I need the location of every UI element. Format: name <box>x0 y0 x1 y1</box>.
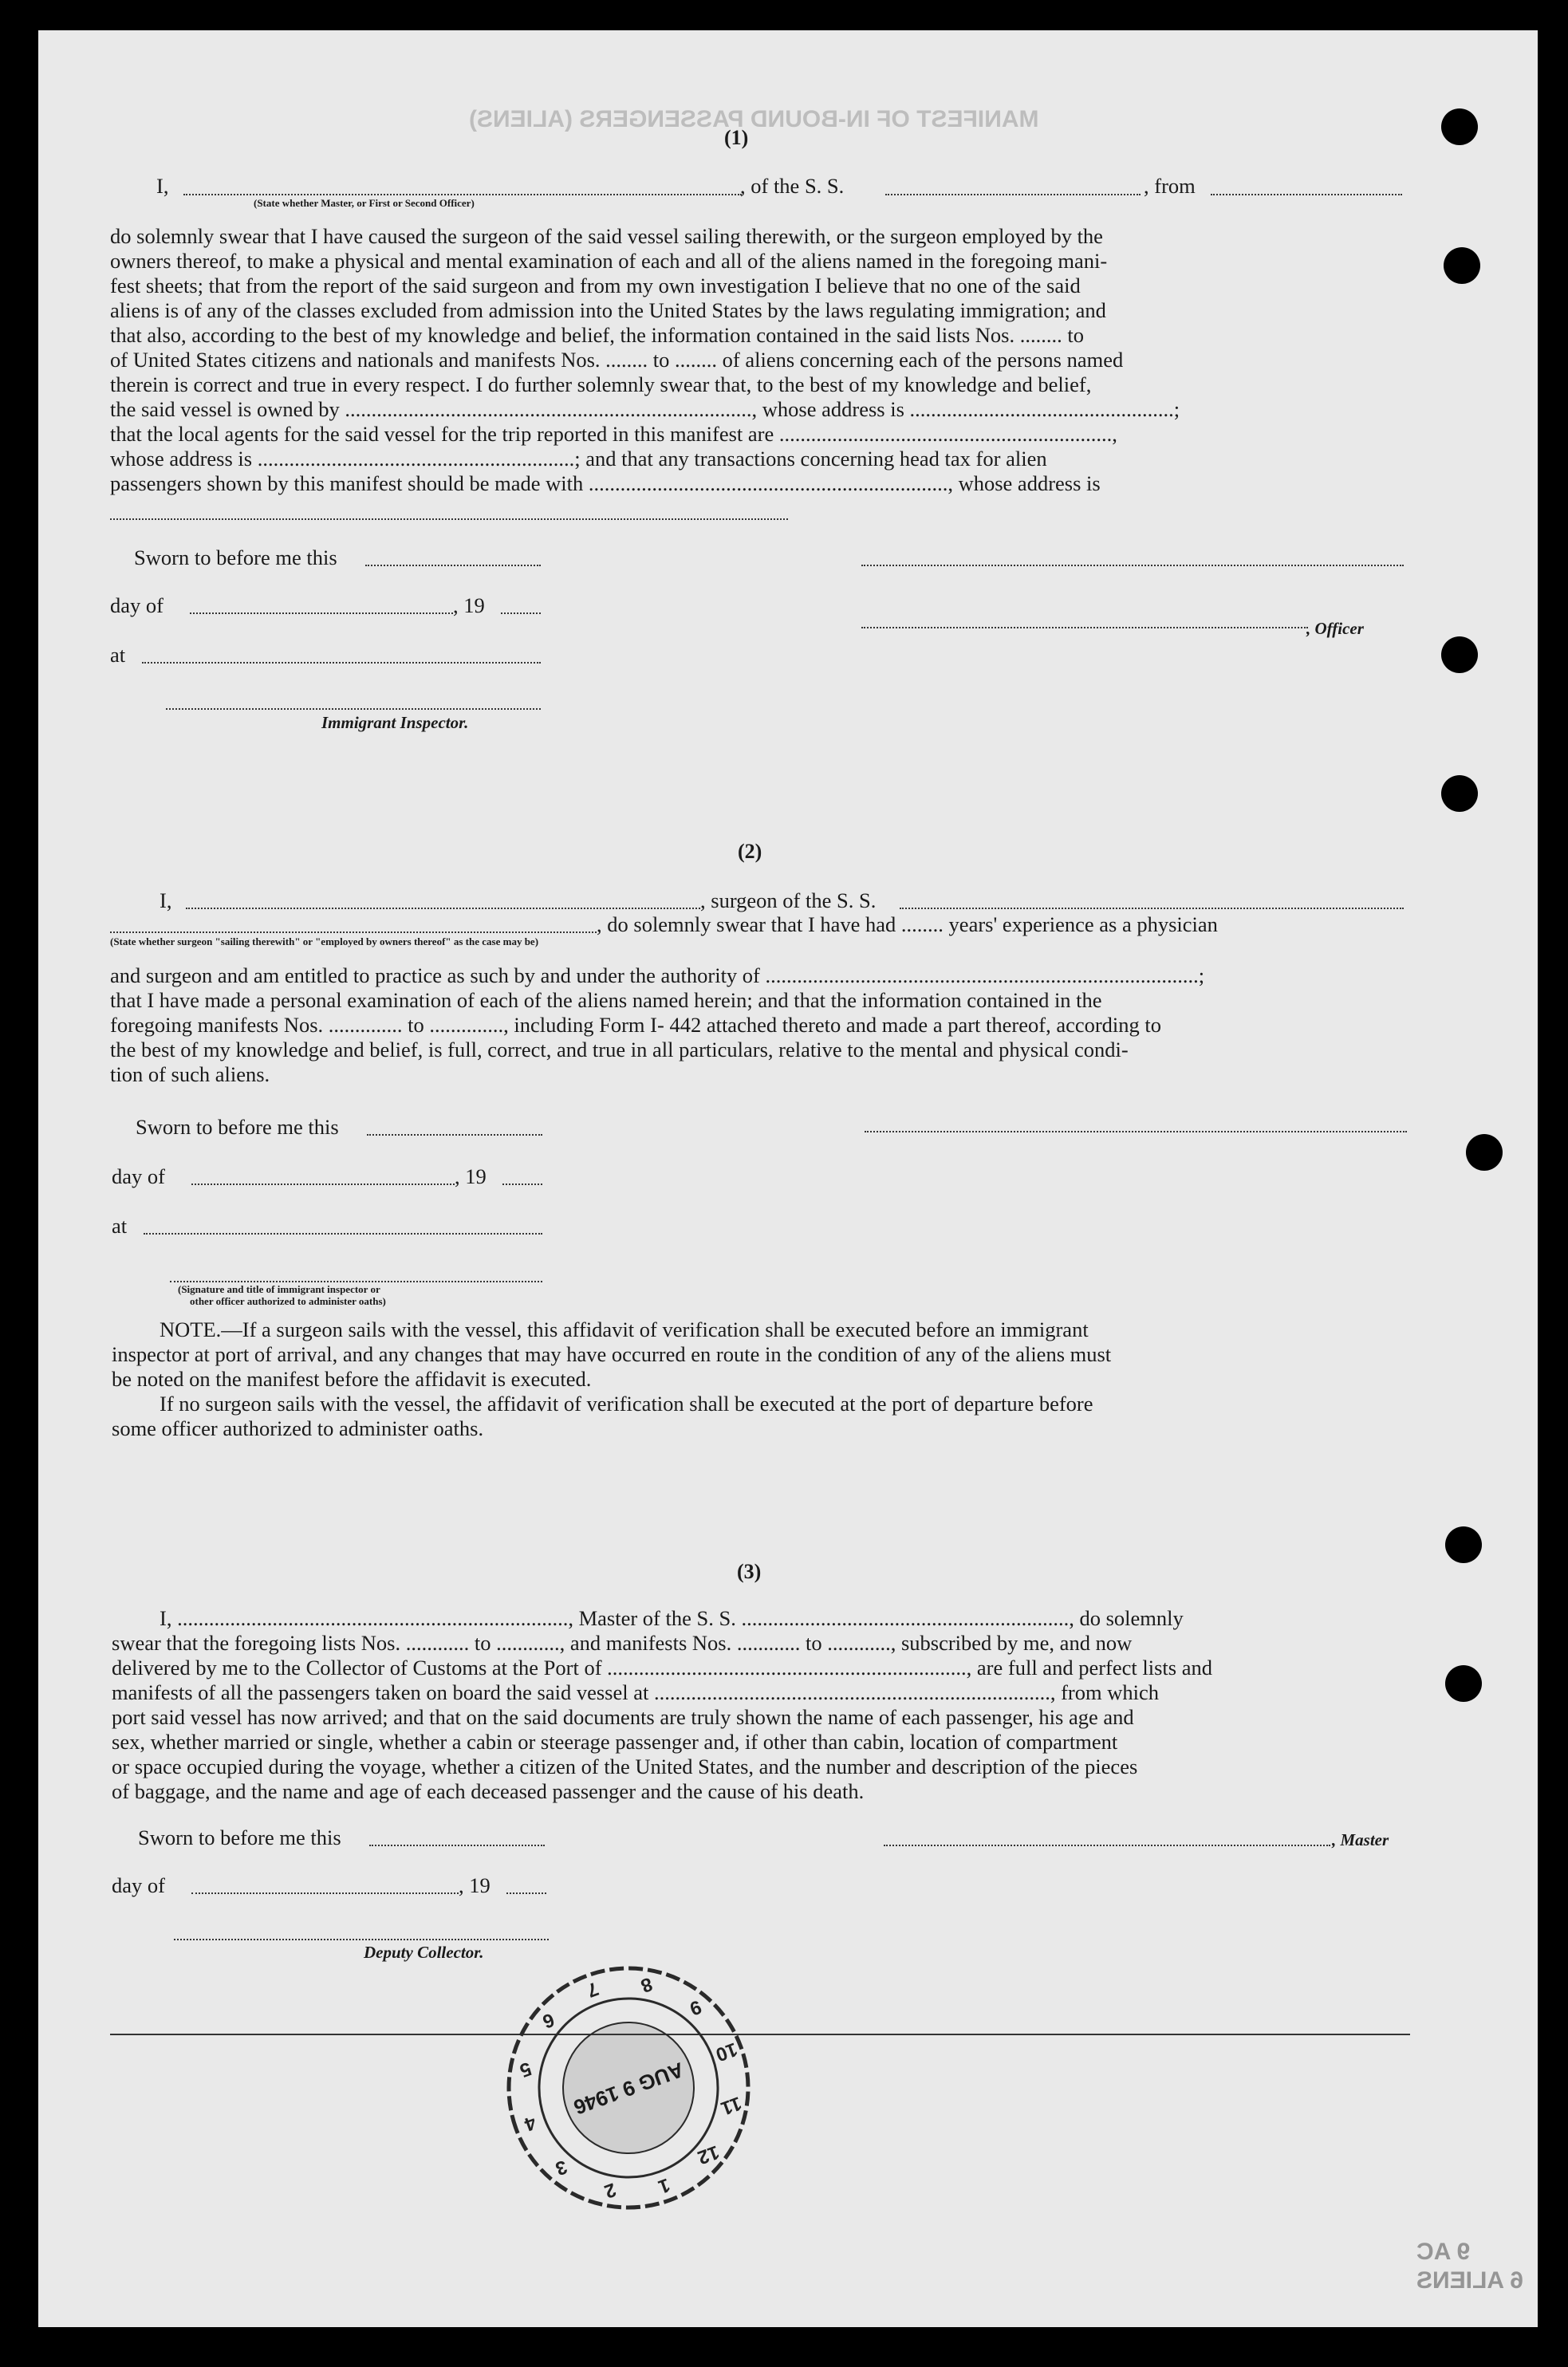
binder-hole <box>1441 775 1478 812</box>
binder-hole <box>1445 1665 1482 1702</box>
deputy-collector-label: Deputy Collector. <box>364 1943 484 1962</box>
section-1-number: (1) <box>724 126 749 149</box>
sworn-label-2: Sworn to before me this <box>136 1115 339 1139</box>
stamp-digit: 2 <box>601 2178 619 2203</box>
stamp-date: AUG 9 1946 <box>570 2058 687 2120</box>
stamp-digit: 12 <box>695 2141 723 2168</box>
day-label-2: day of <box>112 1164 165 1188</box>
surgeon-note: (State whether surgeon "sailing therewith" or "employed by owners thereof" as the case may be) <box>110 935 539 947</box>
stamp-digit: 9 <box>687 1995 704 2020</box>
stamp-digit: 3 <box>552 2155 570 2180</box>
sworn-label-1: Sworn to before me this <box>134 545 337 569</box>
stamp-digit: 8 <box>637 1972 656 1997</box>
binder-hole <box>1445 1526 1482 1563</box>
day-label-1: day of <box>110 593 163 617</box>
at-label-2: at <box>112 1214 128 1238</box>
bleed-through-text <box>613 509 920 785</box>
binder-hole <box>1441 108 1478 145</box>
bleed-through-header: MANIFEST OF IN-BOUND PASSENGERS (ALIENS) <box>469 106 1039 132</box>
master-signature-label: , Master <box>1332 1830 1389 1849</box>
stamp-digit: 5 <box>516 2057 534 2081</box>
binder-hole <box>1466 1134 1503 1171</box>
sworn-label-3: Sworn to before me this <box>138 1825 341 1849</box>
stamp-digit: 11 <box>718 2092 745 2120</box>
binder-hole <box>1444 247 1480 284</box>
immigrant-inspector-label: Immigrant Inspector. <box>321 713 469 732</box>
officer-note: (State whether Master, or First or Second Officer) <box>254 197 475 209</box>
aliens-count-mark: 9 AC 6 ALIENS <box>1416 2239 1523 2294</box>
section-3-number: (3) <box>737 1560 762 1583</box>
binder-hole <box>1441 636 1478 673</box>
oath-1-line: I, <box>156 174 169 198</box>
day-label-3: day of <box>112 1873 165 1897</box>
officer-signature-label: , Officer <box>1306 619 1364 638</box>
manifest-page: MANIFEST OF IN-BOUND PASSENGERS (ALIENS) (1) I, , of the S. S. , from (State whether Master, or First or Second Officer) do solemnly swear that I have caused the surgeon of the said vessel sailing therewith, or the surgeon employed by the owners thereof, to make a physical and mental examination of each and all of the aliens named in the foregoing mani- fest sheets; that from the report of the said surgeon and from my own investigation I believe that no one of the said aliens is of any of the classes excluded from admission into the United States by the laws regulating immigration; and that also, according to the best of my knowledge and belief, the information contained in the said lists Nos. ........ to of United States citizens and nationals and manifests Nos. ........ to ........ of aliens concerning each of the persons named therein is correct and true in every respect. I do further solemnly swear that, to the best of my knowledge and belief, the said vessel is owned by ............................................................................., whose address is ..................................................; that the local agents for the said vessel for the trip reported in this manifest are ..............................................................., whose address is ............................................................; and that any transactions concerning head tax for alien passengers shown by this manifest should be made with ...................................................................., whose address is Sworn to before me this day of , 19 , Officer at Immigrant Inspector. (2) I, , surgeon of the S. S. , do solemnly swear that I have had ........ years' experience as a physician (State whether surgeon "sailing therewith" or "employed by owners thereof" as the case may be) and surgeon and am entitled to practice as such by and under the authority of ..................................................................................; that I have made a personal examination of each of the aliens named herein; and that the information contained in the foregoing manifests Nos. .............. to .............., including Form I- 442 attached thereto and made a part thereof, according to the best of my knowledge and belief, is full, correct, and true in all particulars, relative to the mental and physical condi- tion of such aliens. Sworn to before me this day of , 19 at (Signature and title of immigrant inspector or other officer authorized to administer oaths) NOTE.—If a surgeon sails with the vessel, this affidavit of verification shall be executed before an immigrant inspector at port of arrival, and any changes that may have occurred en route in the condition of any of the aliens must be noted on the manifest before the affidavit is executed. If no surgeon sails with the vessel, the affidavit of verification shall be executed at the port of departure before some officer authorized to administer oaths. (3) I, .........................................................................., Master of the S. S. .............................................................., do solemnly swear that the foregoing lists Nos. ............ to ............, and manifests Nos. ............ to ............, subscribed by me, and now delivered by me to the Collector of Customs at the Port of ...................................................................., are full and perfect lists and manifests of all the passengers taken on board the said vessel at ..........................................................................., from which port said vessel has now arrived; and that on the said documents are truly shown the name of each passenger, his age and sex, whether married or single, whether a cabin or steerage passenger and, if other than cabin, location of compartment or space occupied during the voyage, whether a citizen of the United States, and the number and description of the pieces of baggage, and the name and age of each deceased passenger and the cause of his death. Sworn to before me this , Master day of , 19 Deputy Collector. 1 2 3 4 5 6 7 8 9 10 11 12 AUG 9 1946 9 AC 6 ALIENS <box>38 30 1538 2327</box>
stamp-digit: 4 <box>521 2111 539 2136</box>
stamp-digit: 10 <box>712 2038 741 2066</box>
stamp-digit: 7 <box>584 1977 601 2002</box>
stamp-digit: 6 <box>539 2008 557 2033</box>
immigration-date-stamp <box>469 1960 788 2215</box>
stamp-digit: 1 <box>655 2173 673 2198</box>
at-label-1: at <box>110 643 126 667</box>
section-2-number: (2) <box>738 840 762 863</box>
